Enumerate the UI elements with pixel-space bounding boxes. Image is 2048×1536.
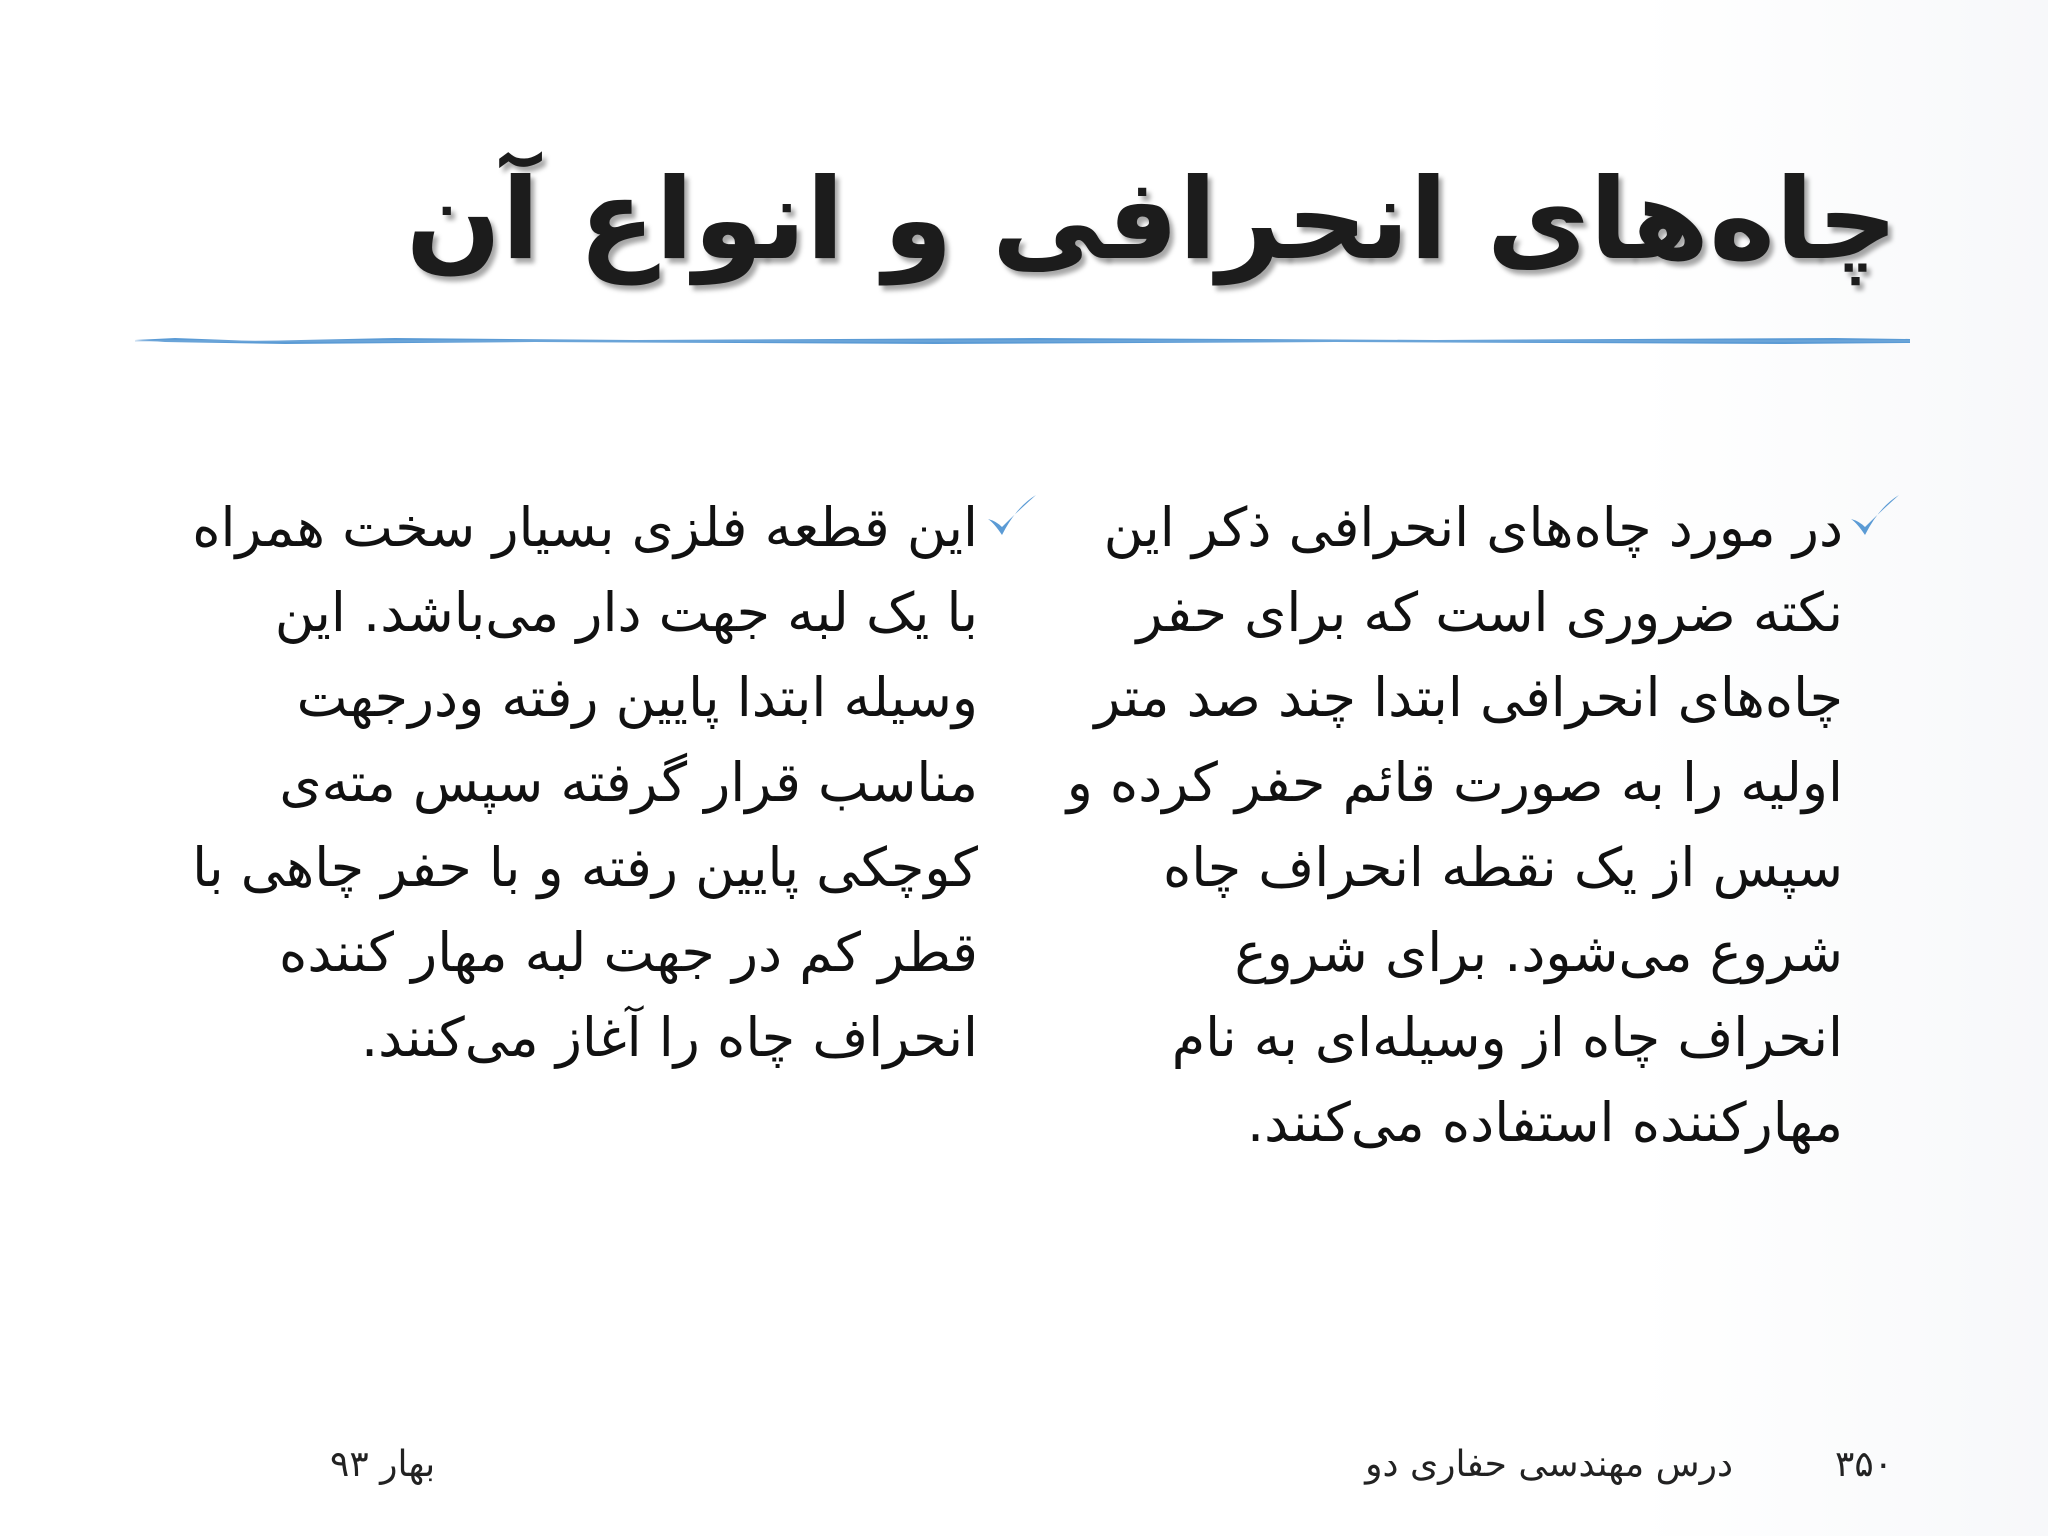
left-bullet-column <box>188 485 978 1080</box>
left-bullet-text: این قطعه فلزی بسیار سخت همراه با یک لبه جهت دار می‌باشد. این وسیله ابتدا پایین رفته ودرجهت مناسب قرار گرفته سپس مته‌ی کوچکی پایین رفته و با حفر چاهی با قطر کم در جهت لبه مهار کننده انحراف چاه را آغاز می‌کنند. <box>192 496 978 1069</box>
footer-page-number: ۳۵۰ <box>1834 1444 1893 1485</box>
footer-term: بهار ۹۳ <box>330 1444 436 1485</box>
title-underline <box>135 332 1910 348</box>
slide-title: چاه‌های انحرافی و انواع آن <box>405 155 1898 285</box>
footer-course-name: درس مهندسی حفاری دو <box>1365 1444 1733 1485</box>
checkmark-icon <box>982 489 1040 547</box>
checkmark-icon <box>1845 489 1903 547</box>
right-bullet-column <box>1063 485 1843 1165</box>
right-bullet-text: در مورد چاه‌های انحرافی ذکر این نکته ضروری است که برای حفر چاه‌های انحرافی ابتدا چند صد متر اولیه را به صورت قائم حفر کرده و سپس از یک نقطه انحراف چاه شروع می‌شود. برای شروع انحراف چاه از وسیله‌ای به نام مهارکننده استفاده می‌کنند. <box>1066 496 1843 1154</box>
